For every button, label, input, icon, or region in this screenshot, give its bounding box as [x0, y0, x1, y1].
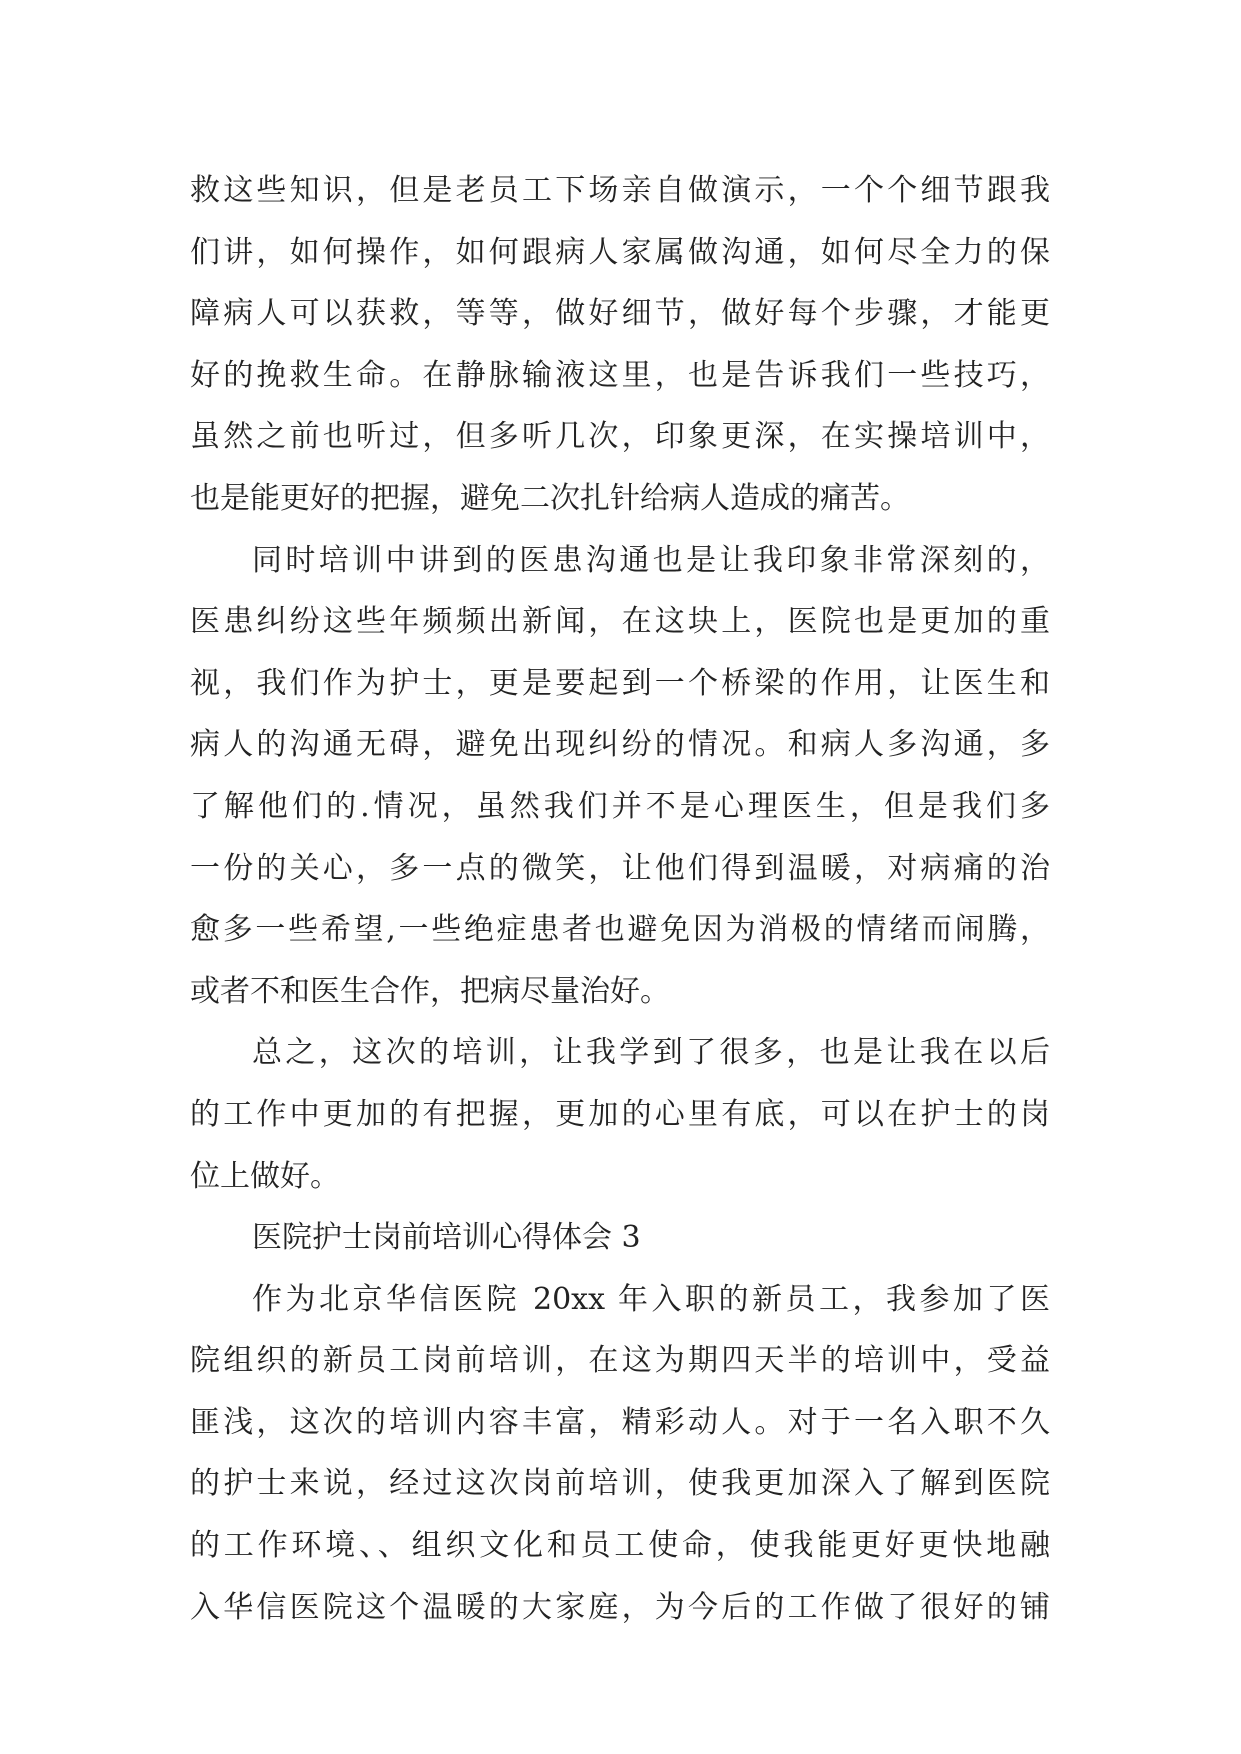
text-line: 或者不和医生合作，把病尽量治好。	[190, 973, 670, 1009]
text-line: 好的挽救生命。在静脉输液这里，也是告诉我们一些技巧，	[190, 357, 1050, 393]
text-line: 视，我们作为护士，更是要起到一个桥梁的作用，让医生和	[190, 665, 1050, 701]
text-line: 的工作中更加的有把握，更加的心里有底，可以在护士的岗	[190, 1096, 1050, 1132]
text-line: 同时培训中讲到的医患沟通也是让我印象非常深刻的，	[252, 542, 1050, 578]
text-line: 一份的关心，多一点的微笑，让他们得到温暖，对病痛的治	[190, 850, 1050, 886]
text-line: 们讲，如何操作，如何跟病人家属做沟通，如何尽全力的保	[190, 234, 1050, 270]
text-line: 医患纠纷这些年频频出新闻，在这块上，医院也是更加的重	[190, 604, 1050, 640]
text-line: 位上做好。	[190, 1158, 340, 1194]
text-line: 院组织的新员工岗前培训，在这为期四天半的培训中，受益	[190, 1343, 1050, 1379]
text-line: 救这些知识，但是老员工下场亲自做演示，一个个细节跟我	[190, 173, 1050, 208]
document-body	[190, 160, 1050, 1638]
text-line: 的工作环境、、组织文化和员工使命，使我能更好更快地融	[190, 1528, 1050, 1564]
text-line: 也是能更好的把握，避免二次扎针给病人造成的痛苦。	[190, 480, 910, 516]
text-line: 医院护士岗前培训心得体会 3	[252, 1220, 641, 1256]
text-line: 愈多一些希望,一些绝症患者也避免因为消极的情绪而闹腾，	[190, 912, 1050, 948]
text-line: 入华信医院这个温暖的大家庭，为今后的工作做了很好的铺	[190, 1589, 1050, 1625]
text-line: 了解他们的.情况，虽然我们并不是心理医生，但是我们多	[190, 788, 1050, 824]
text-line: 匪浅，这次的培训内容丰富，精彩动人。对于一名入职不久	[190, 1404, 1050, 1440]
text-line: 的护士来说，经过这次岗前培训，使我更加深入了解到医院	[190, 1466, 1050, 1502]
text-line: 总之，这次的培训，让我学到了很多，也是让我在以后	[252, 1035, 1050, 1071]
text-line: 虽然之前也听过，但多听几次，印象更深，在实操培训中，	[190, 419, 1050, 455]
text-line: 作为北京华信医院 20xx 年入职的新员工，我参加了医	[252, 1281, 1050, 1317]
text-line: 病人的沟通无碍，避免出现纠纷的情况。和病人多沟通，多	[190, 727, 1050, 763]
text-line: 障病人可以获救，等等，做好细节，做好每个步骤，才能更	[190, 296, 1050, 332]
